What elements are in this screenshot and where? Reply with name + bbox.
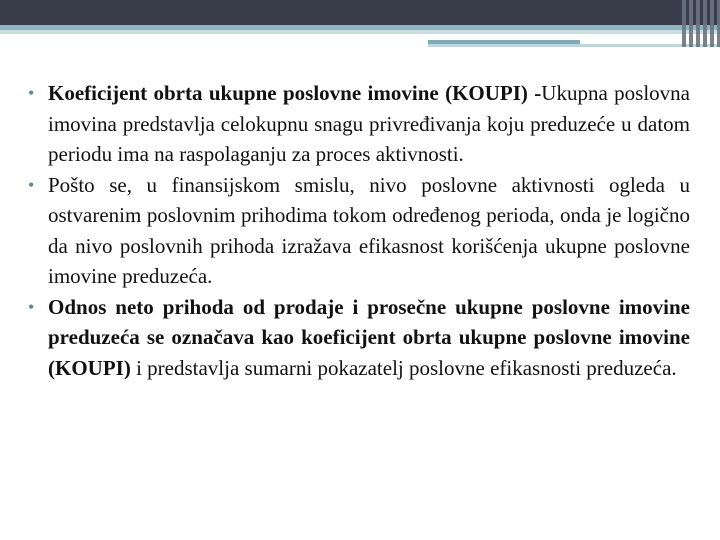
accent-line-light (428, 44, 720, 47)
slide-body (28, 78, 690, 383)
bullet-list (28, 78, 690, 383)
bullet-item (28, 292, 690, 384)
header-bar (0, 0, 720, 25)
bullet-text-bold: Koeficijent obrta ukupne poslovne imovine (KOUPI) - (48, 81, 542, 105)
bullet-item (28, 78, 690, 170)
bullet-item (28, 170, 690, 292)
bullet-icon: • (28, 174, 35, 195)
bullet-text: Ukupna poslovna imovina predstavlja celokupnu snagu privređivanja koju preduzeće u datom periodu ima na raspolaganju za proces aktivnosti. (48, 81, 690, 166)
header-accent-band-light (0, 30, 720, 34)
bullet-icon: • (28, 296, 35, 317)
bullet-text-bold: Odnos neto prihoda od prodaje i prosečne ukupne poslovne imovine preduzeća se označava kao koeficijent obrta ukupne poslovne imovine (KOUPI) (48, 294, 690, 380)
bullet-text: Pošto se, u finansijskom smislu, nivo poslovne aktivnosti ogleda u ostvarenim poslovnim prihodima tokom određenog perioda, onda je logično da nivo poslovnih prihoda izražava efikasnost korišćenja ukupne poslovne imovine preduzeća. (48, 172, 690, 288)
decorative-stripes (682, 0, 720, 47)
bullet-text: i predstavlja sumarni pokazatelj poslovne efikasnosti preduzeća. (130, 355, 677, 380)
bullet-icon: • (28, 83, 35, 103)
